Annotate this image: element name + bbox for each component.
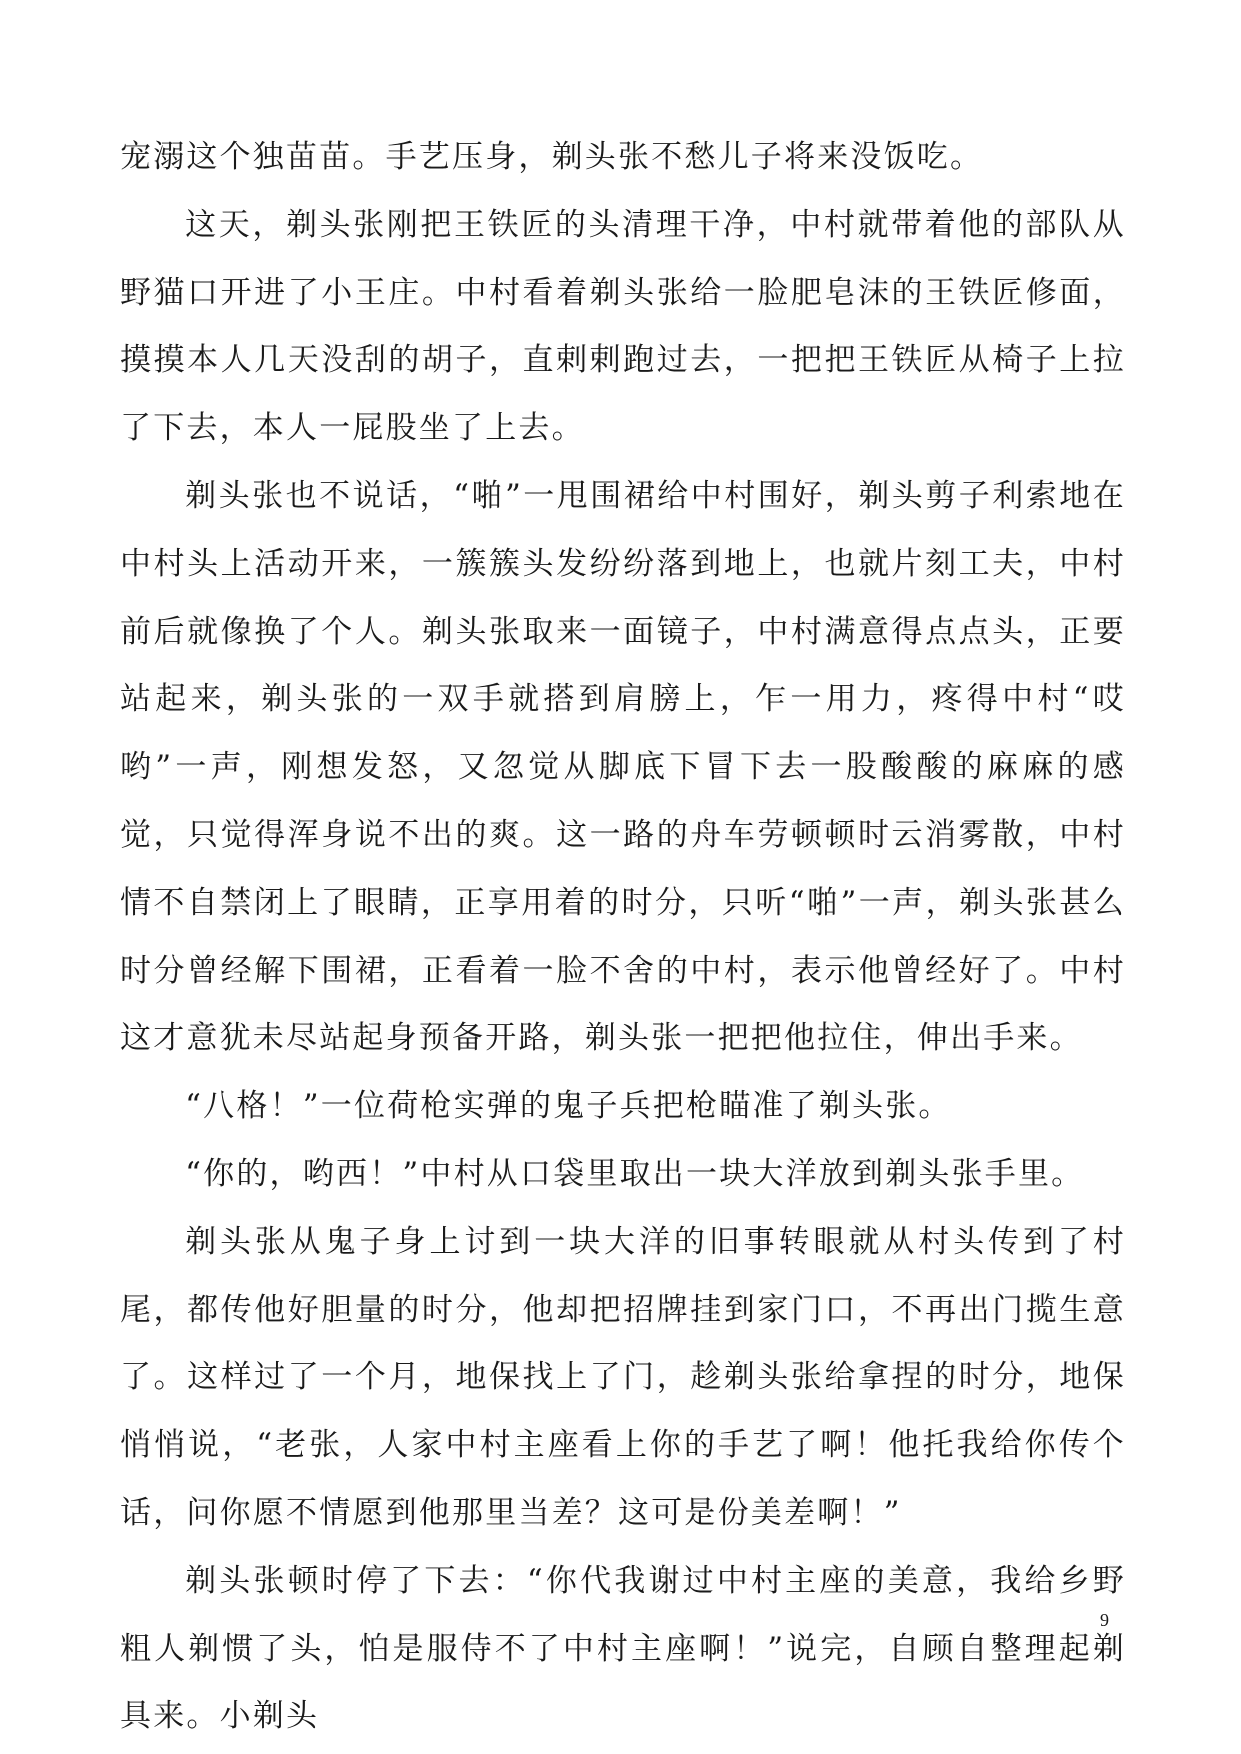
paragraph-5: “你的，哟西！”中村从口袋里取出一块大洋放到剃头张手里。 [185,1155,1085,1192]
paragraph-3: 剃头张也不说话，“啪”一甩围裙给中村围好，剃头剪子利索地在中村头上活动开来，一簇簇头发纷纷落到地上，也就片刻工夫，中村前后就像换了个人。剃头张取来一面镜子，中村满意得点点头，正要站起来，剃头张的一双手就搭到肩膀上，乍一用力，疼得中村“哎哟”一声，刚想发怒，又忽觉从脚底下冒下去一股酸酸的麻麻的感觉，只觉得浑身说不出的爽。这一路的舟车劳顿顿时云消雾散，中村情不自禁闭上了眼睛，正享用着的时分，只听“啪”一声，剃头张甚么时分曾经解下围裙，正看着一脸不舍的中村，表示他曾经好了。中村这才意犹未尽站起身预备开路，剃头张一把把他拉住，伸出手来。 [120,477,1126,1057]
page-number: 9 [1100,1610,1109,1630]
paragraph-2: 这天，剃头张刚把王铁匠的头清理干净，中村就带着他的部队从野猫口开进了小王庄。中村看着剃头张给一脸肥皂沫的王铁匠修面，摸摸本人几天没刮的胡子，直剌剌跑过去，一把把王铁匠从椅子上拉了下去，本人一屁股坐了上去。 [120,206,1126,447]
paragraph-6: 剃头张从鬼子身上讨到一块大洋的旧事转眼就从村头传到了村尾，都传他好胆量的时分，他却把招牌挂到家门口，不再出门揽生意了。这样过了一个月，地保找上了门，趁剃头张给拿捏的时分，地保悄悄说，“老张，人家中村主座看上你的手艺了啊！他托我给你传个话，问你愿不情愿到他那里当差？这可是份美差啊！” [120,1223,1126,1531]
paragraph-1: 宠溺这个独苗苗。手艺压身，剃头张不愁儿子将来没饭吃。 [120,139,984,175]
paragraph-4: “八格！”一位荷枪实弹的鬼子兵把枪瞄准了剃头张。 [185,1088,952,1125]
paragraph-7: 剃头张顿时停了下去：“你代我谢过中村主座的美意，我给乡野粗人剃惯了头，怕是服侍不了中村主座啊！”说完，自顾自整理起剃具来。小剃头 [120,1562,1126,1735]
document-body [120,124,1126,1751]
